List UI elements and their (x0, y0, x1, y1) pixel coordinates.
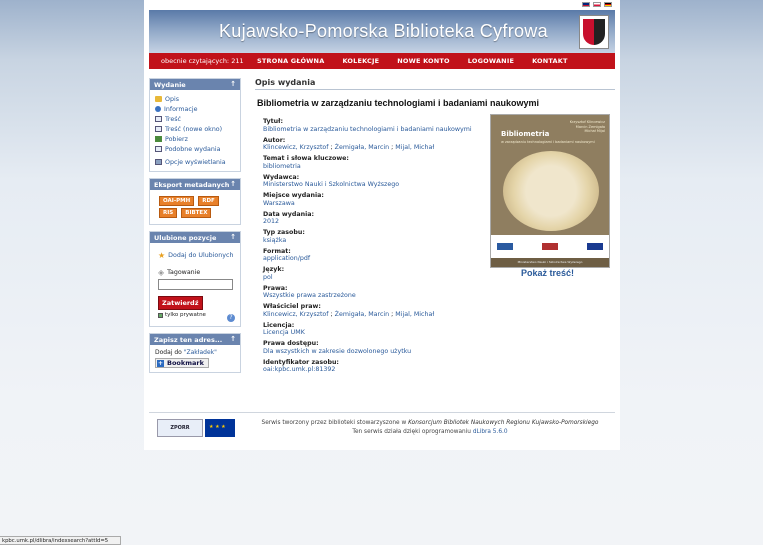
cover-subtitle: w zarządzaniu technologiami i badaniami naukowymi (501, 140, 595, 144)
sidebar-item-content[interactable]: Treść (155, 114, 235, 124)
document-icon (155, 116, 162, 122)
eu-flag-icon (587, 243, 603, 250)
nav-new-account[interactable]: NOWE KONTO (397, 57, 450, 65)
export-oai-pmh-button[interactable]: OAI-PMH (159, 196, 194, 206)
new-window-icon (155, 126, 162, 132)
private-only-row: tylko prywatne (158, 312, 235, 318)
footer (149, 412, 615, 435)
author-link[interactable]: Żemigała, Marcin (334, 144, 390, 151)
subject-link[interactable]: bibliometria (263, 162, 301, 170)
export-ris-button[interactable]: RIS (159, 208, 177, 218)
sidebar-item-download[interactable]: Pobierz (155, 134, 235, 144)
show-content-link[interactable]: Pokaż treść! (521, 268, 575, 278)
bookmarks-link[interactable]: "Zakładek" (183, 349, 217, 356)
sidebar-item-information[interactable]: Informacje (155, 104, 235, 114)
owner-link[interactable]: Klincewicz, Krzysztof (263, 310, 329, 318)
date-link[interactable]: 2012 (263, 218, 280, 225)
add-to-favorites-link[interactable]: ★ Dodaj do Ulubionych (158, 251, 234, 260)
bookmark-text: Dodaj do "Zakładek" (155, 349, 217, 356)
bookmark-box-header[interactable] (150, 334, 240, 345)
format-link[interactable]: application/pdf (263, 255, 311, 262)
owner-link[interactable]: Mijal, Michał (395, 310, 435, 318)
title-link[interactable]: Bibliometria w zarządzaniu technologiami i badaniami naukowymi (263, 125, 472, 133)
main-navigation (149, 53, 615, 69)
cover-logos (497, 241, 603, 251)
zporr-logo[interactable]: ZPORR (157, 419, 203, 437)
browser-status-bar: kpbc.umk.pl/dlibra/indexsearch?attId=5 (0, 536, 121, 545)
star-icon: ★ (158, 251, 166, 260)
plus-icon: + (157, 359, 164, 367)
coat-of-arms-icon (579, 15, 609, 49)
export-rdf-button[interactable]: RDF (198, 196, 219, 206)
author-link[interactable]: Mijal, Michał (395, 144, 435, 151)
folder-icon (155, 96, 162, 102)
sidebar (149, 78, 241, 379)
owner-link[interactable]: Żemigała, Marcin (334, 310, 390, 318)
sidebar-item-similar[interactable]: Podobne wydania (155, 144, 235, 154)
collapse-arrow-icon[interactable]: ↑ (230, 180, 236, 188)
main-content (255, 78, 615, 373)
metadata-list: Tytuł: Bibliometria w zarządzaniu technologiami i badaniami naukowymi Autor: Klincewicz, Krzysztof ; Żemigała, Marcin ; Mijal, Michał Temat i słowa kluczowe: bibliometria Wydawca: Ministerstwo Nauki i Szkolnictwa Wyższego Miejsce wydania: Warszawa Data wydania: 2012 Typ zasobu: książka Format: application/pdf Język: pol Prawa: Wszystkie prawa zastrzeżone Właściciel praw: Klincewicz, Krzysztof ; Żemigała, Marcin ; Mijal, Michał Licencja: Licencja UMK Prawa dostępu: Dla wszystkich w zakresie dozwolonego użytku Identyfikator zasobu: oai:kpbc.umk.pl:81392 (263, 118, 472, 373)
place-link[interactable]: Warszawa (263, 199, 295, 207)
publisher-link[interactable]: Ministerstwo Nauki i Szkolnictwa Wyższego (263, 181, 400, 188)
private-only-checkbox[interactable] (158, 313, 163, 318)
bookmark-box-title: Zapisz ten adres... (154, 336, 223, 344)
tagging-label: ◈ Tagowanie (158, 268, 201, 277)
download-icon (155, 136, 162, 142)
edition-box-header[interactable] (150, 79, 240, 90)
collapse-arrow-icon[interactable]: ↑ (230, 335, 236, 343)
english-flag-icon[interactable] (582, 2, 590, 7)
sidebar-item-description[interactable]: Opis (155, 94, 235, 104)
dlibra-link[interactable]: dLibra 5.6.0 (472, 429, 508, 435)
german-flag-icon[interactable] (604, 2, 612, 7)
section-title: Opis wydania (255, 78, 615, 90)
export-bibtex-button[interactable]: BIBTEX (181, 208, 211, 218)
collapse-arrow-icon[interactable]: ↑ (230, 233, 236, 241)
similar-editions-icon (155, 146, 162, 152)
cover-footer: Ministerstwo Nauki i Szkolnictwa Wyższego (517, 260, 583, 264)
bookmark-box (149, 333, 241, 373)
site-title[interactable]: Kujawsko-Pomorska Biblioteka Cyfrowa (219, 21, 548, 41)
sidebar-item-content-new-window[interactable]: Treść (nowe okno) (155, 124, 235, 134)
options-icon (155, 159, 162, 165)
bookmark-button[interactable]: + Bookmark (155, 358, 209, 368)
consortium-name: Konsorcjum Bibliotek Naukowych Regionu Kujawsko-Pomorskiego (408, 420, 599, 426)
language-switcher (582, 2, 612, 7)
nav-collections[interactable]: KOLEKCJE (342, 57, 380, 65)
favorites-box-title: Ulubione pozycje (154, 234, 217, 242)
document-title: Bibliometria w zarządzaniu technologiami i badaniami naukowymi (257, 98, 540, 108)
submit-button[interactable]: Zatwierdź (158, 296, 203, 310)
access-link[interactable]: Dla wszystkich w zakresie dozwolonego użytku (263, 347, 412, 355)
edition-box-title: Wydanie (154, 81, 186, 89)
tag-icon: ◈ (158, 268, 165, 277)
language-link[interactable]: pol (263, 273, 273, 281)
readers-counter: obecnie czytających: 211 (161, 57, 244, 65)
sidebar-item-display-options[interactable]: Opcje wyświetlania (155, 157, 235, 167)
cover-title: Bibliometria (501, 130, 550, 138)
footer-text: Serwis tworzony przez biblioteki stowarzyszone w Konsorcjum Bibliotek Naukowych Regionu Kujawsko-Pomorskiego Ten serwis działa dzięki oprogramowaniu dLibra 5.6.0 (261, 420, 599, 435)
cover-logo-icon (542, 243, 558, 250)
author-link[interactable]: Klincewicz, Krzysztof (263, 144, 329, 151)
info-icon (155, 106, 161, 112)
license-link[interactable]: Licencja UMK (263, 329, 305, 336)
cover-illustration (503, 151, 599, 231)
cover-logo-icon (497, 243, 513, 250)
favorites-box-header[interactable] (150, 232, 240, 243)
export-box-title: Eksport metadanych (154, 181, 230, 189)
help-icon[interactable]: ? (227, 314, 235, 322)
cover-authors: Krzysztof Klincewicz Marcin Żemigała Michał Mijal (569, 120, 605, 133)
tag-input[interactable] (158, 279, 233, 290)
header-banner (149, 10, 615, 53)
nav-home[interactable]: STRONA GŁÓWNA (257, 57, 325, 65)
favorites-box (149, 231, 241, 327)
identifier-link[interactable]: oai:kpbc.umk.pl:81392 (263, 366, 336, 373)
polish-flag-icon[interactable] (593, 2, 601, 7)
collapse-arrow-icon[interactable]: ↑ (230, 80, 236, 88)
edition-box (149, 78, 241, 172)
eu-flag-icon[interactable] (205, 419, 235, 437)
export-box-header[interactable] (150, 179, 240, 190)
type-link[interactable]: książka (263, 236, 287, 244)
page-container (144, 0, 620, 450)
nav-contact[interactable]: KONTAKT (532, 57, 568, 65)
rights-link[interactable]: Wszystkie prawa zastrzeżone (263, 292, 356, 299)
export-box (149, 178, 241, 225)
book-cover-thumbnail[interactable] (490, 114, 610, 268)
nav-login[interactable]: LOGOWANIE (467, 57, 515, 65)
